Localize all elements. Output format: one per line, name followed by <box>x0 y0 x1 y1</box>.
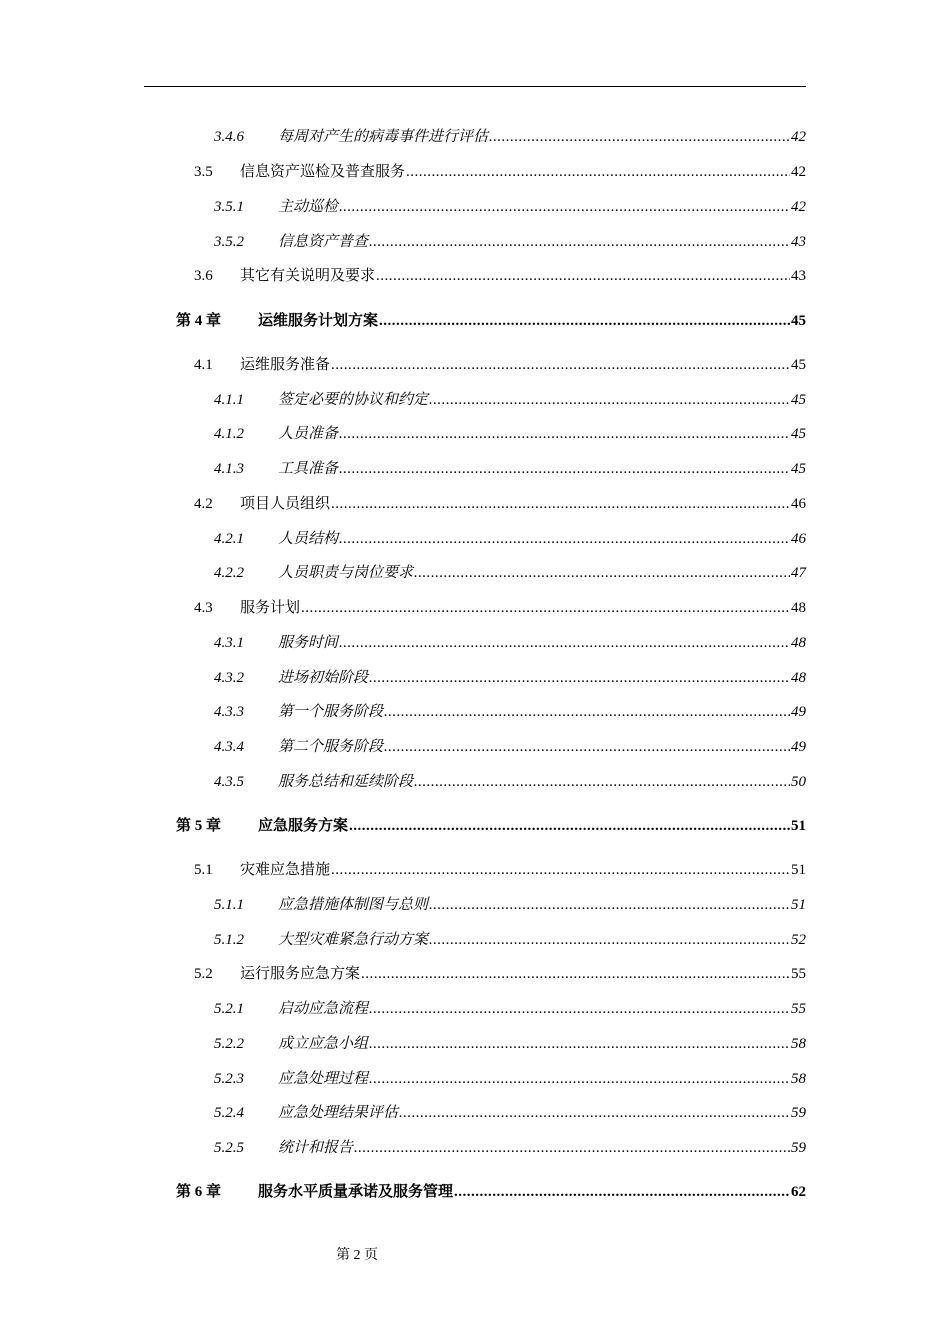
toc-entry-number: 5.2.1 <box>214 1001 244 1017</box>
toc-chapter-entry[interactable] <box>176 815 806 837</box>
toc-chapter-title: 应急服务方案 <box>258 818 349 834</box>
toc-entry-page: 59 <box>791 1140 806 1156</box>
toc-dot-leader <box>331 354 790 376</box>
toc-entry[interactable] <box>214 929 806 951</box>
toc-chapter-number: 第 5 章 <box>176 818 222 834</box>
toc-dot-leader <box>369 667 790 689</box>
toc-entry-title: 运维服务准备 <box>240 357 331 373</box>
toc-dot-leader <box>369 1033 790 1055</box>
toc-entry-number: 5.1 <box>194 862 213 878</box>
toc-dot-leader <box>301 597 790 619</box>
toc-chapter-entry[interactable] <box>176 310 806 332</box>
toc-entry-number: 5.1.1 <box>214 897 244 913</box>
toc-entry[interactable] <box>214 389 806 411</box>
toc-entry-number: 5.2.3 <box>214 1071 244 1087</box>
toc-dot-leader <box>369 1068 790 1090</box>
toc-entry-number: 4.1.2 <box>214 426 244 442</box>
toc-entry[interactable] <box>214 998 806 1020</box>
toc-entry-number: 3.5 <box>194 164 213 180</box>
toc-chapter-number: 第 4 章 <box>176 313 222 329</box>
toc-entry-title: 人员职责与岗位要求 <box>278 565 414 581</box>
toc-dot-leader <box>339 458 790 480</box>
toc-entry-title: 运行服务应急方案 <box>240 966 361 982</box>
toc-dot-leader <box>376 265 790 287</box>
toc-entry[interactable] <box>194 161 806 183</box>
toc-entry-title: 应急处理结果评估 <box>278 1105 399 1121</box>
toc-entry[interactable] <box>194 963 806 985</box>
toc-dot-leader <box>331 493 790 515</box>
toc-entry-page: 49 <box>791 704 806 720</box>
toc-entry-page: 46 <box>791 531 806 547</box>
toc-chapter-title: 服务水平质量承诺及服务管理 <box>258 1184 454 1200</box>
toc-entry-page: 51 <box>791 862 806 878</box>
toc-entry-title: 其它有关说明及要求 <box>240 268 376 284</box>
toc-dot-leader <box>399 1102 790 1124</box>
toc-chapter-page: 51 <box>791 818 806 834</box>
toc-entry-page: 42 <box>791 199 806 215</box>
toc-entry-title: 服务时间 <box>278 635 339 651</box>
toc-entry-page: 42 <box>791 164 806 180</box>
toc-entry-page: 48 <box>791 670 806 686</box>
toc-entry-number: 4.3.5 <box>214 774 244 790</box>
toc-dot-leader <box>339 423 790 445</box>
toc-entry-number: 5.2 <box>194 966 213 982</box>
toc-entry[interactable] <box>214 701 806 723</box>
toc-entry-number: 3.5.1 <box>214 199 244 215</box>
toc-dot-leader <box>331 859 790 881</box>
toc-entry[interactable] <box>214 771 806 793</box>
toc-entry[interactable] <box>214 458 806 480</box>
toc-entry-page: 51 <box>791 897 806 913</box>
toc-entry-page: 45 <box>791 426 806 442</box>
toc-dot-leader <box>429 389 790 411</box>
toc-entry[interactable] <box>214 1033 806 1055</box>
toc-entry-title: 进场初始阶段 <box>278 670 369 686</box>
toc-entry[interactable] <box>214 894 806 916</box>
toc-chapter-number: 第 6 章 <box>176 1184 222 1200</box>
toc-entry-number: 4.3.3 <box>214 704 244 720</box>
toc-dot-leader <box>414 562 790 584</box>
toc-entry[interactable] <box>214 528 806 550</box>
toc-entry[interactable] <box>214 632 806 654</box>
toc-entry-title: 灾难应急措施 <box>240 862 331 878</box>
toc-entry-title: 成立应急小组 <box>278 1036 369 1052</box>
toc-entry-title: 第二个服务阶段 <box>278 739 384 755</box>
toc-dot-leader <box>369 998 790 1020</box>
toc-entry-page: 43 <box>791 234 806 250</box>
toc-dot-leader <box>384 701 790 723</box>
toc-entry-page: 50 <box>791 774 806 790</box>
toc-chapter-title: 运维服务计划方案 <box>258 313 379 329</box>
toc-entry-title: 服务计划 <box>240 600 301 616</box>
toc-entry-number: 3.6 <box>194 268 213 284</box>
toc-entry[interactable] <box>214 423 806 445</box>
toc-entry[interactable] <box>194 265 806 287</box>
toc-entry[interactable] <box>194 859 806 881</box>
toc-entry-number: 5.2.4 <box>214 1105 244 1121</box>
toc-entry[interactable] <box>194 597 806 619</box>
toc-entry-page: 47 <box>791 565 806 581</box>
toc-entry-title: 信息资产巡检及普查服务 <box>240 164 406 180</box>
toc-dot-leader <box>379 310 790 332</box>
toc-entry-title: 签定必要的协议和约定 <box>278 392 429 408</box>
toc-entry-page: 42 <box>791 129 806 145</box>
toc-entry-number: 4.3.1 <box>214 635 244 651</box>
toc-dot-leader <box>454 1181 790 1203</box>
toc-entry[interactable] <box>214 1137 806 1159</box>
toc-entry-number: 4.2.1 <box>214 531 244 547</box>
toc-entry-title: 人员结构 <box>278 531 339 547</box>
toc-dot-leader <box>339 196 790 218</box>
toc-dot-leader <box>369 231 790 253</box>
toc-entry-page: 43 <box>791 268 806 284</box>
toc-entry-title: 服务总结和延续阶段 <box>278 774 414 790</box>
toc-entry-page: 48 <box>791 635 806 651</box>
toc-entry-title: 项目人员组织 <box>240 496 331 512</box>
toc-dot-leader <box>339 632 790 654</box>
toc-entry-number: 4.1.1 <box>214 392 244 408</box>
toc-entry[interactable] <box>194 354 806 376</box>
toc-entry-page: 45 <box>791 461 806 477</box>
toc-dot-leader <box>406 161 790 183</box>
toc-dot-leader <box>361 963 790 985</box>
toc-chapter-page: 45 <box>791 313 806 329</box>
toc-entry-page: 58 <box>791 1071 806 1087</box>
toc-entry[interactable] <box>214 1102 806 1124</box>
toc-dot-leader <box>489 126 790 148</box>
page-number: 第 2 页 <box>336 1248 378 1263</box>
toc-entry[interactable] <box>194 493 806 515</box>
toc-entry-title: 信息资产普查 <box>278 234 369 250</box>
toc-entry-number: 5.2.5 <box>214 1140 244 1156</box>
page-footer <box>0 1246 714 1266</box>
toc-entry-title: 统计和报告 <box>278 1140 354 1156</box>
toc-entry-page: 55 <box>791 1001 806 1017</box>
toc-dot-leader <box>384 736 790 758</box>
toc-entry-page: 46 <box>791 496 806 512</box>
toc-dot-leader <box>354 1137 790 1159</box>
toc-dot-leader <box>349 815 790 837</box>
toc-chapter-page: 62 <box>791 1184 806 1200</box>
toc-entry-title: 每周对产生的病毒事件进行评估 <box>278 129 489 145</box>
toc-entry-page: 49 <box>791 739 806 755</box>
toc-dot-leader <box>429 894 790 916</box>
toc-dot-leader <box>414 771 790 793</box>
toc-entry[interactable] <box>214 667 806 689</box>
toc-entry-page: 58 <box>791 1036 806 1052</box>
toc-entry-number: 4.2.2 <box>214 565 244 581</box>
toc-entry-page: 48 <box>791 600 806 616</box>
toc-entry-page: 55 <box>791 966 806 982</box>
toc-entry-number: 4.1 <box>194 357 213 373</box>
toc-entry-number: 4.2 <box>194 496 213 512</box>
toc-entry[interactable] <box>214 1068 806 1090</box>
toc-entry-number: 4.1.3 <box>214 461 244 477</box>
toc-entry-title: 人员准备 <box>278 426 339 442</box>
toc-entry-title: 启动应急流程 <box>278 1001 369 1017</box>
toc-entry-title: 大型灾难紧急行动方案 <box>278 932 429 948</box>
toc-entry-page: 52 <box>791 932 806 948</box>
toc-entry-page: 45 <box>791 392 806 408</box>
toc-entry-title: 工具准备 <box>278 461 339 477</box>
toc-dot-leader <box>339 528 790 550</box>
toc-entry-page: 59 <box>791 1105 806 1121</box>
toc-entry-number: 3.4.6 <box>214 129 244 145</box>
toc-entry[interactable] <box>214 231 806 253</box>
toc-entry-number: 4.3 <box>194 600 213 616</box>
toc-entry[interactable] <box>214 736 806 758</box>
toc-entry-number: 3.5.2 <box>214 234 244 250</box>
toc-entry-page: 45 <box>791 357 806 373</box>
toc-entry-title: 主动巡检 <box>278 199 339 215</box>
toc-entry-number: 4.3.4 <box>214 739 244 755</box>
toc-entry-title: 应急处理过程 <box>278 1071 369 1087</box>
toc-entry-title: 第一个服务阶段 <box>278 704 384 720</box>
toc-entry[interactable] <box>214 126 806 148</box>
toc-dot-leader <box>429 929 790 951</box>
toc-entry-title: 应急措施体制图与总则 <box>278 897 429 913</box>
toc-entry-number: 5.1.2 <box>214 932 244 948</box>
toc-chapter-entry[interactable] <box>176 1181 806 1203</box>
toc-entry-number: 4.3.2 <box>214 670 244 686</box>
toc-entry[interactable] <box>214 562 806 584</box>
toc-entry[interactable] <box>214 196 806 218</box>
toc-entry-number: 5.2.2 <box>214 1036 244 1052</box>
